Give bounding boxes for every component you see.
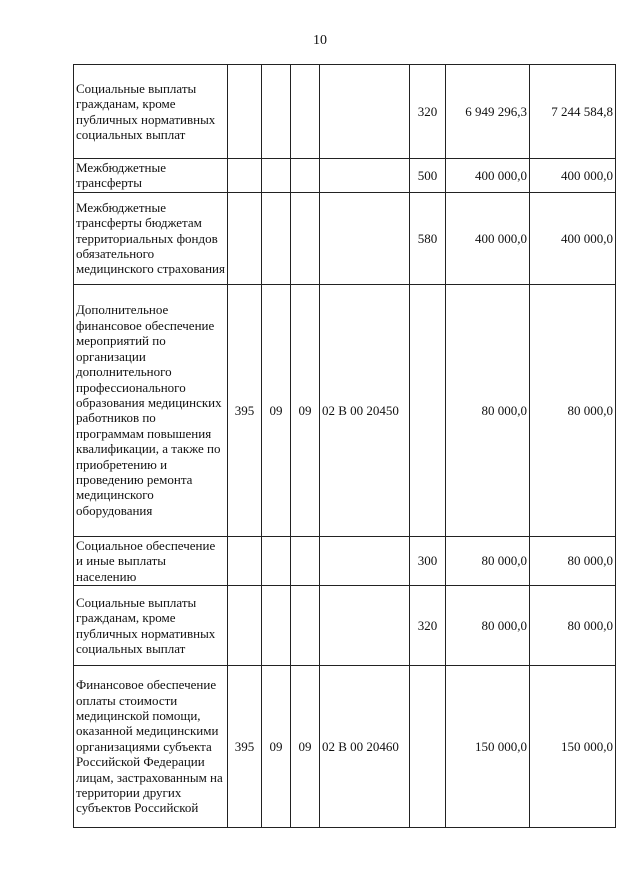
row-section-code xyxy=(262,536,291,585)
row-name: Социальные выплаты гражданам, кроме публичных нормативных социальных выплат xyxy=(74,65,228,159)
row-subsection-code xyxy=(291,192,320,284)
row-sum-year-2: 80 000,0 xyxy=(530,586,616,666)
row-subsection-code: 09 xyxy=(291,666,320,828)
row-target-article xyxy=(320,536,410,585)
row-target-article xyxy=(320,159,410,193)
row-expense-type: 500 xyxy=(410,159,446,193)
row-subsection-code xyxy=(291,159,320,193)
row-section-code xyxy=(262,192,291,284)
table-row xyxy=(74,536,616,585)
row-name: Межбюджетные трансферты бюджетам территориальных фондов обязательного медицинского страхования xyxy=(74,192,228,284)
row-target-article xyxy=(320,65,410,159)
row-admin-code: 395 xyxy=(228,666,262,828)
row-sum-year-1: 400 000,0 xyxy=(446,159,530,193)
row-sum-year-1: 80 000,0 xyxy=(446,536,530,585)
row-section-code xyxy=(262,586,291,666)
row-expense-type xyxy=(410,666,446,828)
row-name: Социальные выплаты гражданам, кроме публичных нормативных социальных выплат xyxy=(74,586,228,666)
table-row xyxy=(74,159,616,193)
row-name: Социальное обеспечение и иные выплаты населению xyxy=(74,536,228,585)
row-section-code: 09 xyxy=(262,666,291,828)
row-admin-code: 395 xyxy=(228,284,262,536)
table-row xyxy=(74,586,616,666)
row-expense-type: 320 xyxy=(410,65,446,159)
row-section-code xyxy=(262,65,291,159)
row-sum-year-1: 80 000,0 xyxy=(446,284,530,536)
row-sum-year-1: 400 000,0 xyxy=(446,192,530,284)
row-subsection-code xyxy=(291,536,320,585)
row-target-article xyxy=(320,586,410,666)
row-expense-type xyxy=(410,284,446,536)
row-sum-year-1: 6 949 296,3 xyxy=(446,65,530,159)
row-admin-code xyxy=(228,586,262,666)
row-subsection-code: 09 xyxy=(291,284,320,536)
row-sum-year-2: 80 000,0 xyxy=(530,536,616,585)
table-row xyxy=(74,65,616,159)
row-sum-year-1: 80 000,0 xyxy=(446,586,530,666)
table-row xyxy=(74,666,616,828)
row-admin-code xyxy=(228,536,262,585)
row-name: Межбюджетные трансферты xyxy=(74,159,228,193)
row-expense-type: 320 xyxy=(410,586,446,666)
row-sum-year-2: 80 000,0 xyxy=(530,284,616,536)
row-name: Финансовое обеспечение оплаты стоимости медицинской помощи, оказанной медицинскими организациями субъекта Российской Федерации лицам, застрахованным на территории других субъектов Российской xyxy=(74,666,228,828)
row-target-article xyxy=(320,192,410,284)
table-row xyxy=(74,192,616,284)
row-sum-year-2: 400 000,0 xyxy=(530,192,616,284)
row-sum-year-2: 7 244 584,8 xyxy=(530,65,616,159)
row-admin-code xyxy=(228,65,262,159)
row-admin-code xyxy=(228,192,262,284)
row-expense-type: 300 xyxy=(410,536,446,585)
row-admin-code xyxy=(228,159,262,193)
row-subsection-code xyxy=(291,586,320,666)
row-sum-year-1: 150 000,0 xyxy=(446,666,530,828)
budget-table xyxy=(73,64,616,828)
page-number: 10 xyxy=(313,33,327,48)
row-subsection-code xyxy=(291,65,320,159)
row-name: Дополнительное финансовое обеспечение мероприятий по организации дополнительного профессионального образования медицинских работников по программам повышения квалификации, а также по приобретению и проведению ремонта медицинского оборудования xyxy=(74,284,228,536)
row-section-code xyxy=(262,159,291,193)
row-sum-year-2: 150 000,0 xyxy=(530,666,616,828)
row-target-article: 02 В 00 20450 xyxy=(320,284,410,536)
row-section-code: 09 xyxy=(262,284,291,536)
row-target-article: 02 В 00 20460 xyxy=(320,666,410,828)
table-row xyxy=(74,284,616,536)
row-expense-type: 580 xyxy=(410,192,446,284)
row-sum-year-2: 400 000,0 xyxy=(530,159,616,193)
